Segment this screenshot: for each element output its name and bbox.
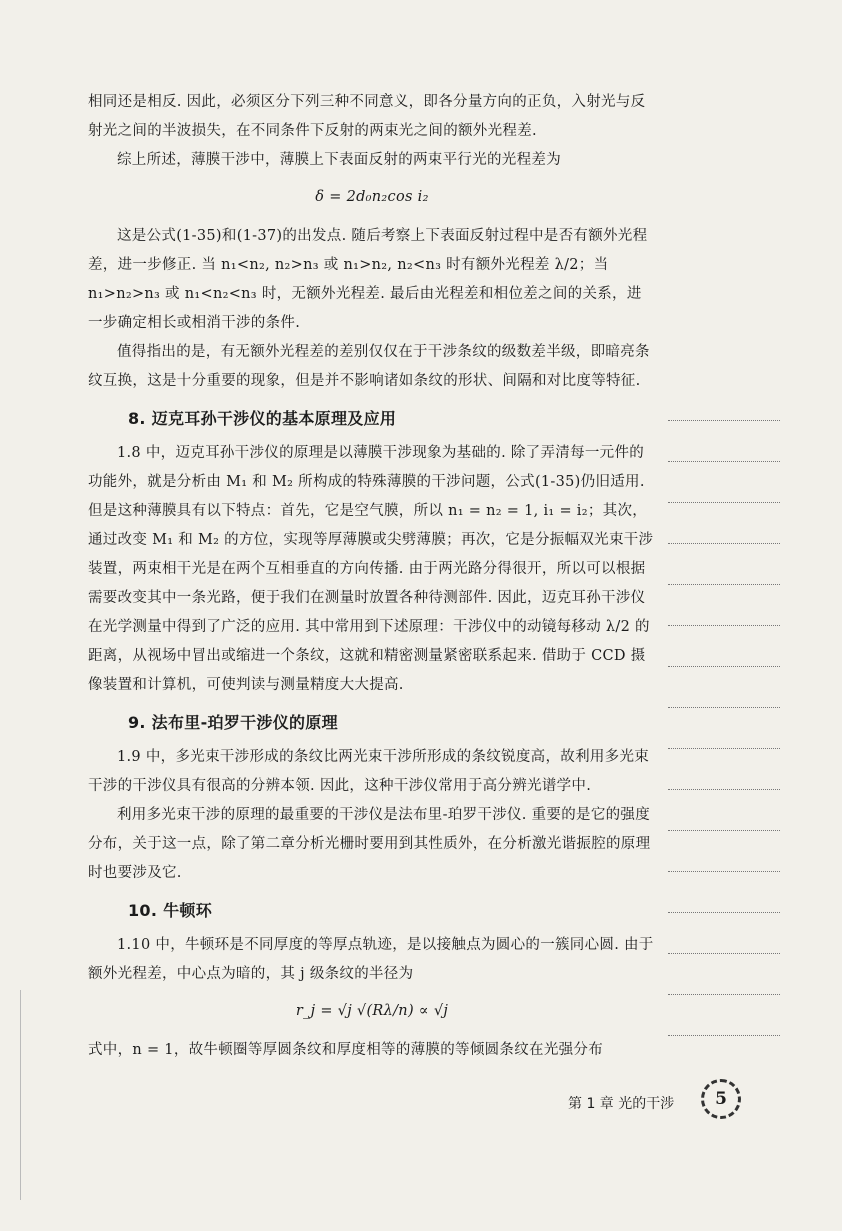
note-line (668, 421, 780, 462)
paragraph: 式中，n = 1，故牛顿圈等厚圆条纹和厚度相等的薄膜的等倾圆条纹在光强分布 (88, 1042, 604, 1058)
section-heading-michelson: 8. 迈克耳孙干涉仪的基本原理及应用 (128, 409, 397, 428)
margin-note-lines (668, 380, 780, 1036)
paragraph: 利用多光束干涉的原理的最重要的干涉仪是法布里-珀罗干涉仪. 重要的是它的强度分布，关于这一点，除了第二章分析光栅时要用到其性质外，在分析激光谐振腔的原理时也要涉及它. (88, 807, 651, 881)
main-text (88, 88, 656, 1065)
equation-path-difference: δ = 2d₀n₂cos i₂ (315, 189, 429, 205)
chapter-label: 第 1 章 光的干涉 (568, 1096, 675, 1112)
note-line (668, 790, 780, 831)
section-heading-newton-rings: 10. 牛顿环 (128, 901, 213, 920)
equation-ring-radius: r_j = √j √(Rλ/n) ∝ √j (295, 1003, 449, 1019)
note-line (668, 585, 780, 626)
paragraph: 1.9 中，多光束干涉形成的条纹比两光束干涉所形成的条纹锐度高，故利用多光束干涉的干涉仪具有很高的分辨本领. 因此，这种干涉仪常用于高分辨光谱学中. (88, 749, 650, 794)
page-number-gear-badge: 5 (701, 1079, 741, 1119)
note-line (668, 872, 780, 913)
note-line (668, 995, 780, 1036)
note-line (668, 626, 780, 667)
margin-rule (20, 990, 21, 1200)
paragraph: 相同还是相反. 因此，必须区分下列三种不同意义，即各分量方向的正负，入射光与反射光之间的半波损失，在不同条件下反射的两束光之间的额外光程差. (88, 94, 646, 139)
paragraph: 综上所述，薄膜干涉中，薄膜上下表面反射的两束平行光的光程差为 (117, 152, 561, 168)
paragraph: 1.10 中，牛顿环是不同厚度的等厚点轨迹，是以接触点为圆心的一簇同心圆. 由于额外光程差，中心点为暗的，其 j 级条纹的半径为 (88, 937, 654, 982)
note-line (668, 831, 780, 872)
page-footer (560, 1079, 800, 1125)
note-line (668, 749, 780, 790)
note-line (668, 462, 780, 503)
note-line (668, 954, 780, 995)
paragraph: 这是公式(1-35)和(1-37)的出发点. 随后考察上下表面反射过程中是否有额外光程差，进一步修正. 当 n₁<n₂, n₂>n₃ 或 n₁>n₂, n₂<n₃ 时有额外光程差 λ/2；当 n₁>n₂>n₃ 或 n₁<n₂<n₃ 时，无额外光程差. 最后由光程差和相位差之间的关系，进一步确定相长或相消干涉的条件. (88, 228, 648, 331)
section-heading-fabry-perot: 9. 法布里-珀罗干涉仪的原理 (128, 713, 338, 732)
paragraph: 值得指出的是，有无额外光程差的差别仅仅在于干涉条纹的级数差半级，即暗亮条纹互换，这是十分重要的现象，但是并不影响诸如条纹的形状、间隔和对比度等特征. (88, 344, 650, 389)
note-line (668, 913, 780, 954)
paragraph: 1.8 中，迈克耳孙干涉仪的原理是以薄膜干涉现象为基础的. 除了弄清每一元件的功能外，就是分析由 M₁ 和 M₂ 所构成的特殊薄膜的干涉问题，公式(1-35)仍旧适用. 但是这种薄膜具有以下特点：首先，它是空气膜，所以 n₁ = n₂ = 1, i₁ = i₂；其次，通过改变 M₁ 和 M₂ 的方位，实现等厚薄膜或尖劈薄膜；再次，它是分振幅双光束干涉装置，两束相干光是在两个互相垂直的方向传播. 由于两光路分得很开，所以可以根据需要改变其中一条光路，便于我们在测量时放置各种待测部件. 因此，迈克耳孙干涉仪在光学测量中得到了广泛的应用. 其中常用到下述原理：干涉仪中的动镜每移动 λ/2 的距离，从视场中冒出或缩进一个条纹，这就和精密测量紧密联系起来. 借助于 CCD 摄像装置和计算机，可使判读与测量精度大大提高. (88, 445, 654, 693)
note-line (668, 380, 780, 421)
note-line (668, 667, 780, 708)
note-line (668, 544, 780, 585)
note-line (668, 708, 780, 749)
note-line (668, 503, 780, 544)
